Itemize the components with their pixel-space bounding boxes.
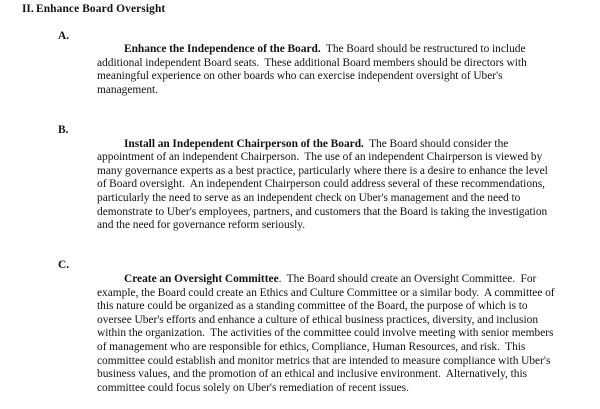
subsection-text-a: The Board should be restructured to include additional independent Board seats. These additional Board members should be directors with meaningful experience on other boards who can exercise independent oversight of Uber's management. — [97, 43, 530, 96]
subsection-list — [0, 30, 600, 409]
subsection-lead-a: Enhance the Independence of the Board. — [123, 43, 321, 56]
section-heading — [0, 3, 600, 17]
subsection-marker-c: C. — [58, 259, 70, 272]
subsection-marker-a: A. — [58, 29, 70, 42]
subsection-lead-c: Create an Oversight Committee — [123, 273, 279, 285]
section-marker: II. — [22, 3, 34, 15]
subsection-body-b — [97, 124, 600, 246]
subsection-item-c — [0, 259, 600, 409]
subsection-body-a — [97, 30, 600, 112]
subsection-item-a — [0, 30, 600, 112]
page-title: Enhance Board Oversight — [36, 3, 166, 15]
subsection-lead-b: Install an Independent Chairperson of the Board. — [123, 137, 364, 150]
subsection-marker-b: B. — [58, 124, 69, 137]
subsection-body-c — [97, 259, 600, 409]
subsection-text-c: . The Board should create an Oversight Committee. For example, the Board could create an Ethics and Culture Committee or a similar body. A committee of this nature could be organized as a standing committee of the Board, the purpose of which is to oversee Uber's efforts and enhance a culture of ethical business practices, diversity, and inclusion within the organization. The activities of the committee could involve meeting with senior members of management who are responsible for ethics, Compliance, Human Resources, and risk. This committee could establish and monitor metrics that are intended to measure compliance with Uber's business values, and the promotion of an ethical and inclusive environment. Alternatively, this committee could focus solely on Uber's remediation of recent issues. — [97, 273, 558, 394]
subsection-text-b: The Board should consider the appointment of an independent Chairperson. The use of an independent Chairperson is viewed by many governance experts as a best practice, particularly where there is a desire to enhance the level of Board oversight. An independent Chairperson could address several of these recommendations, particularly the need to serve as an independent check on Uber's management and the need to demonstrate to Uber's employees, partners, and customers that the Board is taking the investigation and the need for governance reform seriously. — [97, 137, 551, 232]
subsection-item-b — [0, 124, 600, 246]
